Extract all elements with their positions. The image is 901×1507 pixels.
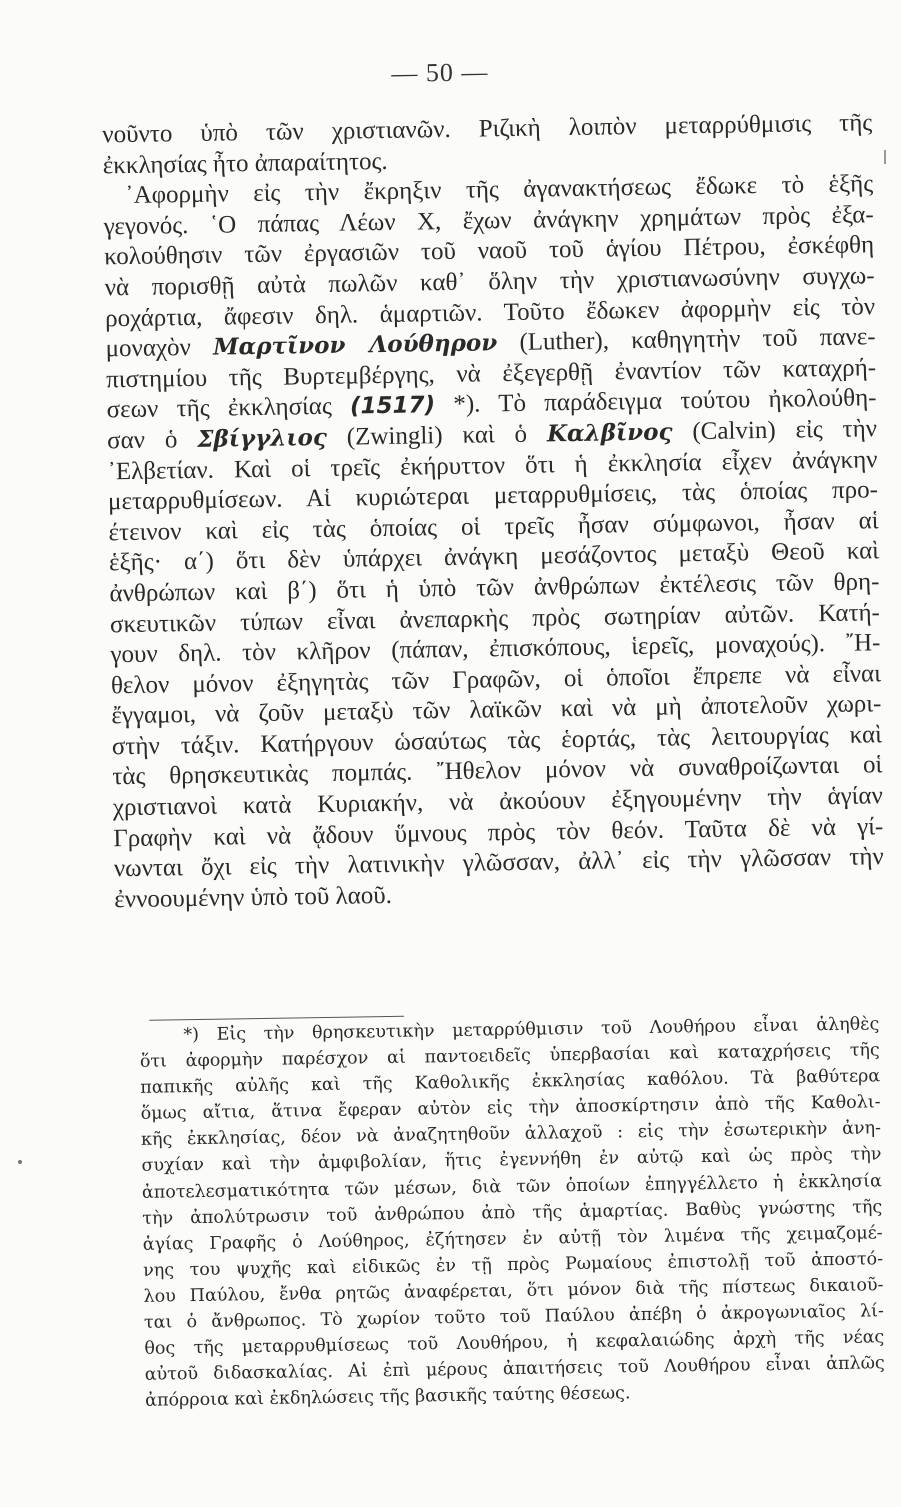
- text-run: τὰς θρησκευτικὰς πομπάς. ῎Ηθελον μόνον νὰ συναθροίζωνται οἱ: [112, 751, 883, 791]
- text-run: σαν ὁ: [106, 425, 198, 455]
- footnote-line: νης του ψυχῆς καὶ εἰδικῶς ἐν τῇ πρὸς Ρωμαίους ἐπιστολῇ τοῦ ἀποστό-: [142, 1249, 884, 1281]
- text-run: νὰ πορισθῇ αὐτὰ πωλῶν καθ᾿ ὅλην τὴν χριστιανωσύνην συγχω-: [104, 262, 875, 302]
- text-run: σκευτικῶν τύπων εἶναι ἀνεπαρκὴς πρὸς σωτηρίαν αὐτῶν. Κατή-: [109, 598, 881, 638]
- footnote-line: ἁγίας Γραφῆς ὁ Λούθηρος, ἐζήτησεν ἐν αὐτῇ τὸν λιμένα τῆς χειμαζομέ-: [142, 1223, 883, 1255]
- text-run: ᾿Αφορμὴν εἰς τὴν ἔκρηξιν τῆς ἀγανακτήσεως ἔδωκε τὸ ἑξῆς: [125, 170, 874, 210]
- footnote-line: θος τῆς μεταρρυθμίσεως τοῦ Λουθήρου, ἡ κεφαλαιώδης ἀρχὴ τῆς νέας: [144, 1327, 885, 1359]
- text-run: ἑξῆς· α΄) ὅτι δὲν ὑπάρχει ἀνάγκη μεσάζοντος μεταξὺ Θεοῦ καὶ: [108, 537, 880, 577]
- text-run: ἔγγαμοι, νὰ ζοῦν μεταξὺ τῶν λαϊκῶν καὶ νὰ μὴ ἀποτελοῦν χωρι-: [111, 690, 882, 730]
- body-text: [102, 108, 884, 915]
- text-run: ροχάρτια, ἄφεσιν δηλ. ἁμαρτιῶν. Τοῦτο ἔδωκεν ἀφορμὴν εἰς τὸν: [104, 292, 876, 332]
- footnote: [139, 1011, 885, 1414]
- text-run: ᾿Ελβετίαν. Καὶ οἱ τρεῖς ἐκήρυττον ὅτι ἡ ἐκκλησία εἶχεν ἀνάγκην: [107, 445, 878, 485]
- emphasized-name: Καλβῖνος: [546, 418, 673, 448]
- emphasized-year: (1517): [349, 392, 436, 420]
- text-run: πιστημίου τῆς Βυρτεμβέργης, νὰ ἐξεγερθῇ ἐναντίον τῶν καταχρή-: [105, 354, 877, 394]
- text-run: (Luther), καθηγητὴν τοῦ πανε-: [497, 323, 876, 357]
- text-run: νοῦντο ὑπὸ τῶν χριστιανῶν. Ριζικὴ λοιπὸν μεταρρύθμισις τῆς: [102, 109, 873, 149]
- text-run: θελον μόνον ἐξηγητὰς τῶν Γραφῶν, οἱ ὁποῖοι ἔπρεπε νὰ εἶναι: [110, 659, 882, 700]
- text-run: (Calvin) εἰς τὴν: [672, 415, 878, 446]
- text-run: γεγονός. ῾Ο πάπας Λέων Χ, ἔχων ἀνάγκην χρημάτων πρὸς ἐξα-: [103, 201, 874, 241]
- footnote-line: ὅτι ἀφορμὴν παρέσχον αἱ παντοειδεῖς ὑπερβασίαι καὶ καταχρήσεις τῆς: [139, 1040, 880, 1073]
- footnote-line: ἀπόρροια καὶ ἐκδηλώσεις τῆς βασικῆς ταύτης θέσεως.: [145, 1383, 631, 1412]
- footnote-line: ὅμως αἴτια, ἅτινα ἔφεραν αὐτὸν εἰς τὴν ἀποσκίρτησιν ἀπὸ τῆς Καθολι-: [140, 1092, 881, 1125]
- text-run: χριστιανοὶ κατὰ Κυριακήν, νὰ ἀκούουν ἐξηγουμένην τὴν ἁγίαν: [112, 782, 883, 822]
- text-run: ἐκκλησίας ἦτο ἀπαραίτητος.: [102, 147, 388, 179]
- scan-speck: [884, 150, 886, 164]
- text-run: έτεινον καὶ εἰς τὰς ὁποίας οἱ τρεῖς ἦσαν σύμφωνοι, ἦσαν αἱ: [108, 506, 879, 547]
- text-run: ἀνθρώπων καὶ β΄) ὅτι ἡ ὑπὸ τῶν ἀνθρώπων ἐκτέλεσις τῶν θρη-: [109, 568, 880, 608]
- footnote-line: ἀποτελεσματικότητα τῶν μέσων, διὰ τῶν ὁποίων ἐπηγγέλλετο ἡ ἐκκλησία: [141, 1170, 882, 1203]
- text-run: νωνται ὄχι εἰς τὴν λατινικὴν γλῶσσαν, ἀλλ᾿ εἰς τὴν γλῶσσαν τὴν: [113, 843, 884, 883]
- text-run: στὴν τάξιν. Κατήργουν ὡσαύτως τὰς ἑορτάς, τὰς λειτουργίας καὶ: [111, 721, 883, 761]
- text-run: Γραφὴν καὶ νὰ ᾄδουν ὕμνους πρὸς τὸν θεόν. Ταῦτα δὲ νὰ γί-: [113, 812, 884, 852]
- footnote-line: συχίαν καὶ τὴν ἀμφιβολίαν, ἥτις ἐγεννήθη ἐν αὐτῷ καὶ ὡς πρὸς τὴν: [141, 1144, 882, 1177]
- text-run: μοναχὸν: [105, 333, 214, 363]
- text-run: σεων τῆς ἐκκλησίας: [106, 392, 351, 424]
- emphasized-name: Σβίγγλιος: [197, 423, 328, 453]
- text-run: (Zwingli) καὶ ὁ: [326, 420, 548, 451]
- scan-speck: [18, 1160, 22, 1164]
- text-run: μεταρρυθμίσεων. Αἱ κυριώτεραι μεταρρυθμίσεις, τὰς ὁποίας προ-: [107, 476, 879, 516]
- footnote-line: κῆς ἐκκλησίας, δέον νὰ ἀναζητηθοῦν ἀλλαχοῦ : εἰς τὴν ἐσωτερικὴν ἀνη-: [140, 1118, 882, 1151]
- footnote-line: λου Παύλου, ἔνθα ρητῶς ἀναφέρεται, ὅτι μόνον διὰ τῆς πίστεως δικαιοῦ-: [143, 1275, 884, 1307]
- footnote-line: τὴν ἀπολύτρωσιν τοῦ ἀνθρώπου ἀπὸ τῆς ἁμαρτίας. Βαθὺς γνώστης τῆς: [142, 1196, 883, 1229]
- text-run: *). Τὸ παράδειγμα τούτου ἠκολούθη-: [434, 384, 877, 419]
- footnote-line: *) Εἰς τὴν θρησκευτικὴν μεταρρύθμισιν τοῦ Λουθήρου εἶναι ἀληθὲς: [183, 1014, 880, 1046]
- text-run: γουν δηλ. τὸν κλῆρον (πάπαν, ἐπισκόπους, ἱερεῖς, μοναχούς). ῎Η-: [110, 629, 881, 669]
- footnote-line: παπικῆς αὐλῆς καὶ τῆς Καθολικῆς ἐκκλησίας καθόλου. Τὰ βαθύτερα: [140, 1066, 881, 1099]
- text-run: κολούθησιν τῶν ἐργασιῶν τοῦ ναοῦ τοῦ ἁγίου Πέτρου, ἐσκέφθη: [104, 231, 875, 271]
- page-number: — 50 —: [391, 57, 489, 88]
- footnote-line: ται ὁ ἄνθρωπος. Τὸ χωρίον τοῦτο τοῦ Παύλου ἀπέβη ὁ ἀκρογωνιαῖος λί-: [143, 1301, 885, 1333]
- footnote-line: αὐτοῦ διδασκαλίας. Αἱ ἐπὶ μέρους ἀπαιτήσεις τοῦ Λουθήρου εἶναι ἀπλῶς: [144, 1353, 885, 1386]
- emphasized-name: Μαρτῖνον Λούθηρον: [212, 329, 498, 361]
- text-run: ἐννοουμένην ὑπὸ τοῦ λαοῦ.: [114, 881, 393, 914]
